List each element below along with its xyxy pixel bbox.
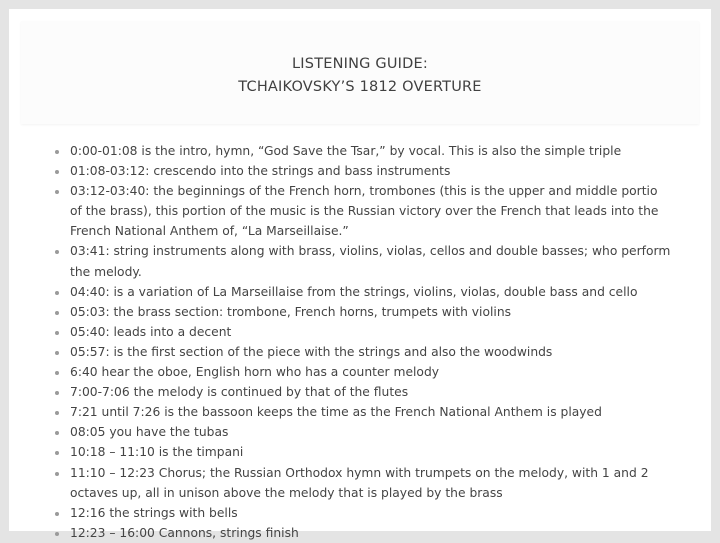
list-item-text-line: octaves up, all in unison above the melody that is played by the brass [70, 485, 503, 500]
list-item-text-line: 05:03: the brass section: trombone, French horns, trumpets with violins [70, 304, 512, 319]
list-item-text-line: 6:40 hear the oboe, English horn who has a counter melody [70, 365, 440, 380]
bullet-dot-icon [55, 472, 59, 476]
list-item-text-line: 04:40: is a variation of La Marseillaise from the strings, violins, violas, double bass and cello [70, 284, 638, 299]
list-item-text-line: 05:57: is the first section of the piece with the strings and also the woodwinds [70, 344, 553, 359]
list-item-text-line: French National Anthem of, “La Marseillaise.” [70, 224, 349, 239]
bullet-dot-icon [55, 512, 59, 516]
bullet-dot-icon [55, 190, 59, 194]
list-item [9, 342, 711, 362]
list-item-text-line: 08:05 you have the tubas [70, 425, 229, 440]
list-item [9, 322, 711, 342]
list-item [9, 402, 711, 422]
list-item-text-line: 10:18 – 11:10 is the timpani [70, 445, 244, 460]
bullet-dot-icon [55, 411, 59, 415]
list-item-text-line: 0:00-01:08 is the intro, hymn, “God Save the Tsar,” by vocal. This is also the simple triple [70, 144, 622, 158]
list-item [9, 422, 711, 442]
list-item-text-line: 03:12-03:40: the beginnings of the French horn, trombones (this is the upper and middle portio [70, 184, 658, 199]
list-item [9, 382, 711, 402]
list-item-text-line: 05:40: leads into a decent [70, 324, 232, 339]
list-item [9, 161, 711, 181]
bullet-dot-icon [55, 532, 59, 536]
bullet-dot-icon [55, 250, 59, 254]
list-item-text-line: the melody. [70, 264, 142, 279]
list-item-text-line: of the brass), this portion of the music is the Russian victory over the French that leads into the [70, 204, 659, 219]
list-item-text-line: 12:16 the strings with bells [70, 505, 238, 520]
list-item [9, 302, 711, 322]
list-item [9, 523, 711, 543]
list-item-text-line: 03:41: string instruments along with brass, violins, violas, cellos and double basses; who perform [70, 244, 671, 259]
slide-title-line-2: TCHAIKOVSKY’S 1812 OVERTURE [238, 79, 482, 95]
bullet-dot-icon [55, 351, 59, 355]
list-item-text-line: 11:10 – 12:23 Chorus; the Russian Orthodox hymn with trumpets on the melody, with 1 and 2 [70, 465, 649, 480]
list-item-text-line: 01:08-03:12: crescendo into the strings and bass instruments [70, 164, 451, 179]
bullet-dot-icon [55, 331, 59, 335]
list-item [9, 463, 711, 503]
bullet-dot-icon [55, 150, 59, 154]
list-item [9, 282, 711, 302]
list-item [9, 241, 711, 281]
list-item [9, 362, 711, 382]
bullet-dot-icon [55, 291, 59, 295]
list-item [9, 442, 711, 462]
bullet-dot-icon [55, 371, 59, 375]
list-item-text-line: 12:23 – 16:00 Cannons, strings finish [70, 525, 299, 540]
slide [9, 9, 711, 540]
list-item-text-line: 7:21 until 7:26 is the bassoon keeps the time as the French National Anthem is played [70, 405, 602, 420]
bullet-dot-icon [55, 170, 59, 174]
bullet-dot-icon [55, 451, 59, 455]
bullet-dot-icon [55, 431, 59, 435]
bullet-dot-icon [55, 391, 59, 395]
bullet-list [9, 141, 711, 543]
title-band [21, 21, 699, 124]
list-item [9, 181, 711, 241]
slide-title-line-1: LISTENING GUIDE: [292, 56, 428, 72]
list-item-text-line: 7:00-7:06 the melody is continued by that of the flutes [70, 385, 409, 400]
list-item [9, 503, 711, 523]
slide-content [9, 141, 711, 543]
list-item [9, 141, 711, 161]
bullet-dot-icon [55, 311, 59, 315]
